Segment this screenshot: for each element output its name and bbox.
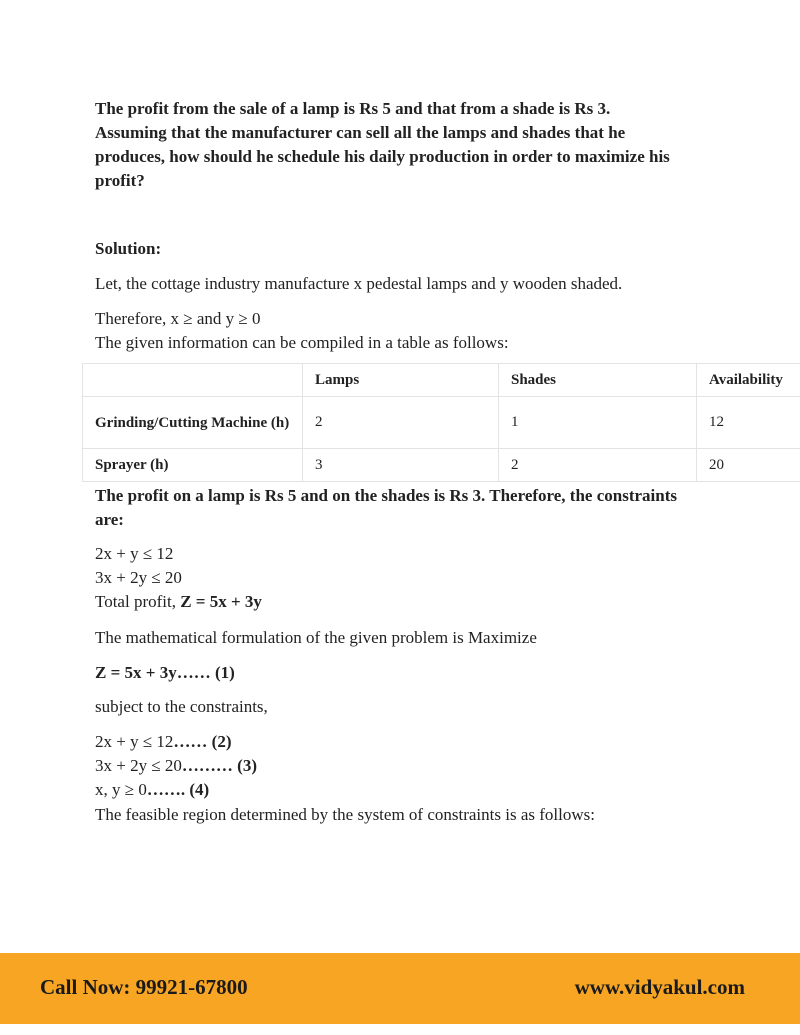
- equation-3: [95, 754, 257, 778]
- total-profit-line: [95, 590, 262, 614]
- table-header-cell: Lamps: [303, 364, 499, 397]
- table-cell: 20: [697, 449, 800, 482]
- solution-heading: Solution:: [95, 239, 162, 258]
- table-row-label: Grinding/Cutting Machine (h): [83, 397, 303, 449]
- table-row: [83, 397, 800, 449]
- total-profit-label: Total profit,: [95, 592, 181, 611]
- question-line-1: The profit from the sale of a lamp is Rs 5 and that from a shade is Rs 3.: [95, 99, 611, 118]
- therefore-statement: Therefore, x ≥ and y ≥ 0: [95, 309, 261, 328]
- equation-2-tag: …… (2): [173, 732, 232, 751]
- footer-banner: [0, 953, 800, 1024]
- question-line-4: profit?: [95, 171, 145, 190]
- total-profit-formula: Z = 5x + 3y: [180, 592, 262, 611]
- table-cell: 2: [303, 397, 499, 449]
- table-header-row: [83, 364, 800, 397]
- objective-function: Z = 5x + 3y…… (1): [95, 663, 235, 682]
- equation-4: [95, 778, 209, 802]
- call-now-text: Call Now: 99921-67800: [40, 975, 248, 999]
- constraints-intro-line-1: The profit on a lamp is Rs 5 and on the shades is Rs 3. Therefore, the constraints: [95, 486, 677, 505]
- formulation-intro: The mathematical formulation of the given problem is Maximize: [95, 628, 537, 647]
- feasible-region-statement: The feasible region determined by the system of constraints is as follows:: [95, 805, 595, 824]
- compile-statement: The given information can be compiled in a table as follows:: [95, 333, 509, 352]
- website-link[interactable]: www.vidyakul.com: [574, 975, 745, 999]
- equation-4-tag: ……. (4): [146, 780, 210, 799]
- table-header-cell: Shades: [499, 364, 697, 397]
- table-cell: 12: [697, 397, 800, 449]
- let-statement: Let, the cottage industry manufacture x pedestal lamps and y wooden shaded.: [95, 274, 623, 293]
- question-line-2: Assuming that the manufacturer can sell all the lamps and shades that he: [95, 123, 626, 142]
- equation-2-body: 2x + y ≤ 12: [95, 732, 174, 751]
- subject-to: subject to the constraints,: [95, 697, 268, 716]
- equation-2: [95, 730, 232, 754]
- table-header-cell: [83, 364, 303, 397]
- equation-3-tag: ……… (3): [181, 756, 257, 775]
- table-row-label: Sprayer (h): [83, 449, 303, 482]
- question-line-3: produces, how should he schedule his daily production in order to maximize his: [95, 147, 670, 166]
- resource-table: [82, 363, 800, 482]
- table-row: [83, 449, 800, 482]
- constraints-intro-line-2: are:: [95, 510, 124, 529]
- table-header-cell: Availability: [697, 364, 800, 397]
- table-cell: 2: [499, 449, 697, 482]
- table-cell: 3: [303, 449, 499, 482]
- table-cell: 1: [499, 397, 697, 449]
- equation-3-body: 3x + 2y ≤ 20: [95, 756, 182, 775]
- equation-4-body: x, y ≥ 0: [95, 780, 147, 799]
- constraint-1: 2x + y ≤ 12: [95, 544, 174, 563]
- constraint-2: 3x + 2y ≤ 20: [95, 568, 182, 587]
